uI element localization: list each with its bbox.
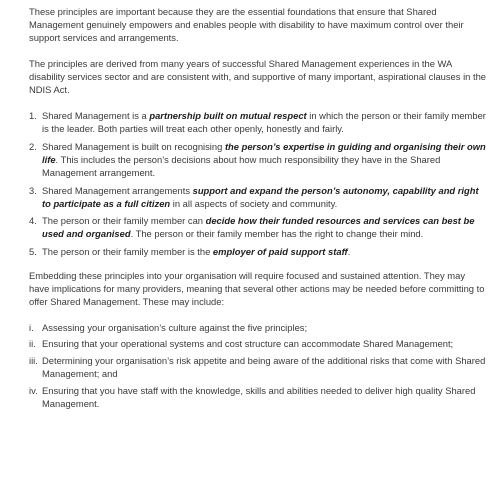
principle-number: 3. [29, 184, 37, 196]
action-item [29, 337, 486, 350]
principle-item [29, 214, 486, 240]
action-number: i. [29, 321, 34, 333]
action-number: ii. [29, 338, 36, 350]
principle-number: 1. [29, 110, 37, 122]
principle-text: in all aspects of society and community. [170, 197, 338, 209]
principle-text: . [347, 245, 351, 257]
action-text: Assessing your organisation’s culture against the five principles; [42, 321, 308, 333]
principle-emphasis: support and expand the person’s autonomy, capability and right to participate as a full citizen [42, 184, 479, 209]
action-text: Ensuring that you have staff with the knowledge, skills and abilities needed to deliver high quality Shared Management. [42, 384, 476, 410]
principle-emphasis: decide how their funded resources and services can best be used and organised [42, 215, 475, 240]
intro-paragraph: These principles are important because they are the essential foundations that ensure that Shared Management genuinely empowers and enables people with disability to have maximum control over their support services and arrangements. [29, 6, 464, 44]
principle-item [29, 109, 486, 135]
principle-text: Shared Management arrangements [42, 184, 193, 196]
principle-text: The person or their family member is the [42, 245, 213, 257]
principle-emphasis: partnership built on mutual respect [149, 110, 307, 122]
principle-number: 5. [29, 245, 37, 257]
principle-text: The person or their family member can [42, 215, 206, 227]
principle-text: . The person or their family member has the right to change their mind. [130, 228, 424, 240]
action-number: iv. [29, 384, 38, 396]
actions-list [29, 321, 486, 411]
embedding-paragraph: Embedding these principles into your organisation will require focused and sustained attention. They may have implications for many providers, meaning that several other actions may be needed before committing to offer Shared Management. These may include: [29, 270, 485, 308]
action-text: Determining your organisation’s risk appetite and being aware of the additional risks that come with Shared Management; and [42, 355, 486, 380]
principle-text: Shared Management is built on recognising [42, 140, 225, 152]
derived-paragraph: The principles are derived from many years of successful Shared Management experiences in the WA disability services sector and are consistent with, and supportive of many important, aspirational clauses in the NDIS Act. [29, 57, 486, 96]
principle-emphasis: employer of paid support staff [212, 245, 348, 257]
action-item [29, 321, 486, 334]
principle-number: 2. [29, 140, 37, 152]
principle-text: . This includes the person’s decisions about how much responsibility they have in the Shared Management arrangement. [42, 154, 441, 179]
principle-number: 4. [29, 215, 37, 227]
principles-list [29, 109, 486, 258]
action-number: iii. [29, 355, 38, 367]
action-item [29, 384, 486, 410]
action-item [29, 354, 486, 380]
principle-item [29, 245, 486, 258]
principle-item [29, 184, 486, 210]
principle-text: in which the person or their family member is the leader. Both parties will treat each other openly, honestly and fairly. [42, 110, 486, 135]
principle-item [29, 140, 486, 180]
principle-text: Shared Management is a [42, 110, 150, 122]
action-text: Ensuring that your operational systems and cost structure can accommodate Shared Management; [42, 338, 454, 350]
principle-emphasis: the person’s expertise in guiding and organising their own life [42, 140, 486, 166]
